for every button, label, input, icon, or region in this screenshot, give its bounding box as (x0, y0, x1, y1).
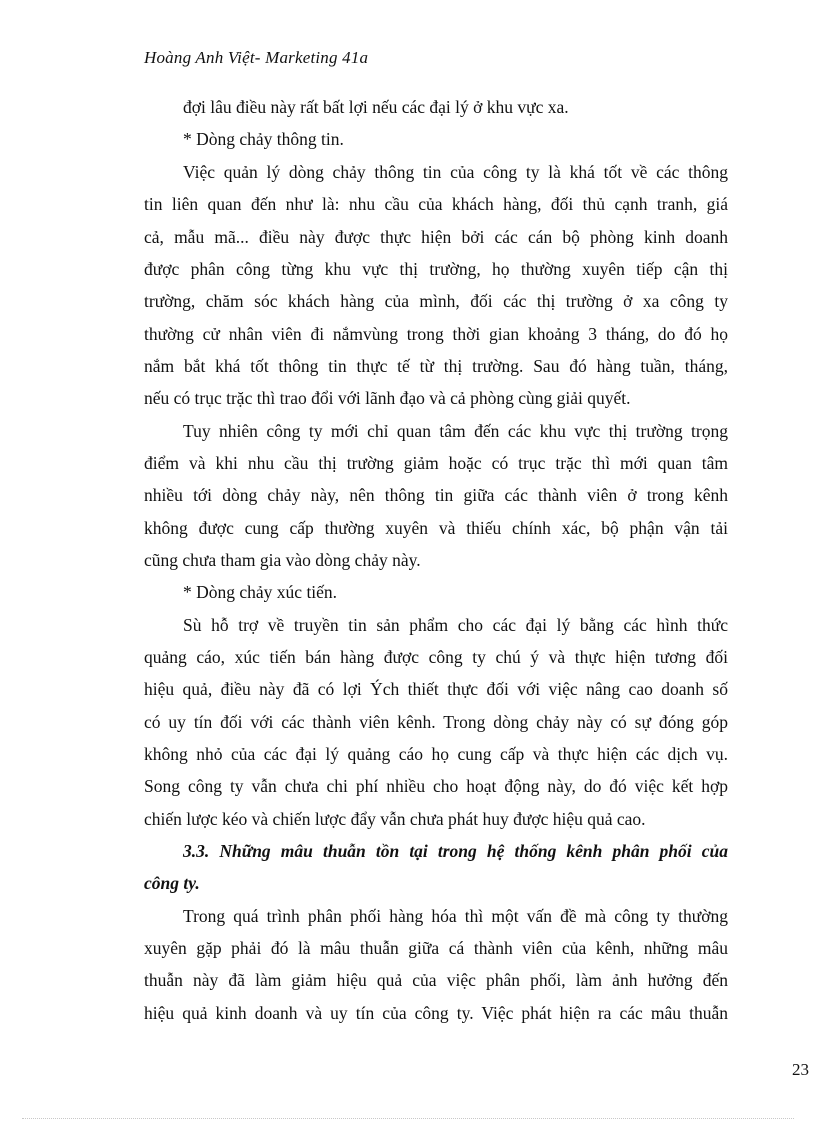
section-heading: 3.3. Những mâu thuẫn tồn tại trong hệ thống kênh phân phối của (183, 841, 728, 861)
text-line: điểm và khi nhu cầu thị trường giảm hoặc có trục trặc thì mới quan tâm (144, 453, 728, 473)
text-line: trường, chăm sóc khách hàng của mình, đối các thị trường ở xa công ty (144, 291, 728, 311)
section-heading-continuation: công ty. (144, 873, 200, 893)
text-line: có uy tín đối với các thành viên kênh. Trong dòng chảy này có sự đóng góp (144, 712, 728, 732)
text-line: hiệu quả kinh doanh và uy tín của công ty. Việc phát hiện ra các mâu thuẫn (144, 1003, 728, 1023)
text-line: hiệu quả, điều này đã có lợi Ých thiết thực đối với việc nâng cao doanh số (144, 679, 728, 699)
text-line: đợi lâu điều này rất bất lợi nếu các đại lý ở khu vực xa. (183, 97, 569, 117)
text-line: * Dòng chảy xúc tiến. (183, 582, 338, 602)
text-line: Sù hỗ trợ về truyền tin sản phẩm cho các đại lý bằng các hình thức (183, 615, 728, 635)
text-line: quảng cáo, xúc tiến bán hàng được công ty chú ý và thực hiện tương đối (144, 647, 728, 667)
text-line: Trong quá trình phân phối hàng hóa thì một vấn đề mà công ty thường (183, 906, 728, 926)
page-header: Hoàng Anh Việt- Marketing 41a (144, 48, 369, 67)
text-line: cả, mẫu mã... điều này được thực hiện bởi các cán bộ phòng kinh doanh (144, 227, 728, 247)
page-bottom-divider (22, 1118, 794, 1119)
text-line: nắm bắt khá tốt thông tin thực tế từ thị trường. Sau đó hàng tuần, tháng, (144, 356, 728, 376)
text-line: chiến lược kéo và chiến lược đẩy vẫn chưa phát huy được hiệu quả cao. (144, 809, 646, 829)
text-line: thường cử nhân viên đi nắmvùng trong thời gian khoảng 3 tháng, do đó họ (144, 324, 728, 344)
text-line: Việc quản lý dòng chảy thông tin của công ty là khá tốt về các thông (183, 162, 728, 182)
text-line: được phân công từng khu vực thị trường, họ thường xuyên tiếp cận thị (144, 259, 728, 279)
text-line: không nhỏ của các đại lý quảng cáo họ cung cấp và thực hiện các dịch vụ. (144, 744, 728, 764)
text-line: * Dòng chảy thông tin. (183, 129, 344, 149)
text-line: xuyên gặp phải đó là mâu thuẫn giữa cá thành viên của kênh, những mâu (144, 938, 728, 958)
text-line: tin liên quan đến như là: nhu cầu của khách hàng, đối thủ cạnh tranh, giá (144, 194, 728, 214)
page-number: 23 (792, 1060, 809, 1079)
text-line: thuẫn này đã làm giảm hiệu quả của việc phân phối, làm ảnh hưởng đến (144, 970, 728, 990)
text-line: nhiều tới dòng chảy này, nên thông tin giữa các thành viên ở trong kênh (144, 485, 728, 505)
text-line: cũng chưa tham gia vào dòng chảy này. (144, 550, 421, 570)
text-line: Tuy nhiên công ty mới chỉ quan tâm đến các khu vực thị trường trọng (183, 421, 728, 441)
text-line: nếu có trục trặc thì trao đổi với lãnh đạo và cả phòng cùng giải quyết. (144, 388, 631, 408)
text-line: Song công ty vẫn chưa chi phí nhiều cho hoạt động này, do đó việc kết hợp (144, 776, 728, 796)
text-line: không được cung cấp thường xuyên và thiếu chính xác, bộ phận vận tải (144, 518, 728, 538)
